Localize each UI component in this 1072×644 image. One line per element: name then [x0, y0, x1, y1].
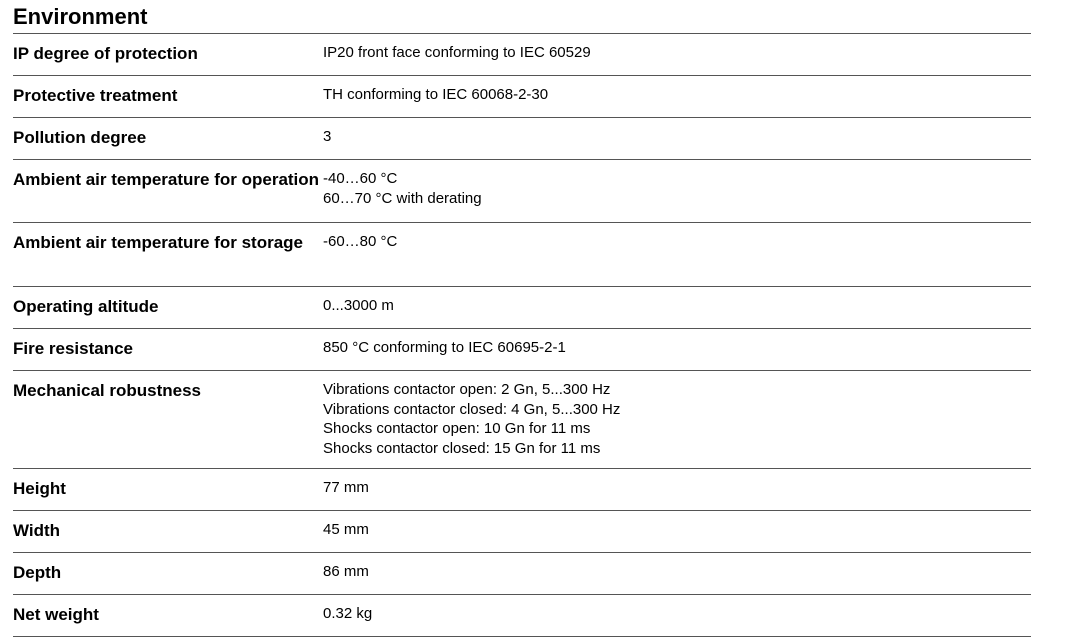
spec-label: Width [13, 521, 61, 540]
spec-value [323, 34, 1031, 75]
spec-value [323, 371, 1031, 468]
spec-sheet [13, 0, 1031, 637]
spec-value-line: -60…80 °C [323, 233, 398, 250]
table-row [13, 118, 1031, 160]
spec-label: Height [13, 479, 66, 498]
table-row [13, 329, 1031, 371]
spec-value-line: 45 mm [323, 521, 369, 538]
spec-label: Ambient air temperature for operation [13, 170, 320, 189]
spec-value [323, 553, 1031, 594]
spec-value [323, 511, 1031, 552]
spec-label: Mechanical robustness [13, 381, 202, 400]
table-row [13, 553, 1031, 595]
spec-label: Ambient air temperature for storage [13, 233, 304, 252]
table-row [13, 76, 1031, 118]
spec-value [323, 223, 1031, 286]
spec-value [323, 76, 1031, 117]
spec-value-line: 0.32 kg [323, 605, 373, 622]
spec-value [323, 287, 1031, 328]
spec-value-line: 60…70 °C with derating [323, 189, 482, 207]
spec-value-line: TH conforming to IEC 60068-2-30 [323, 86, 549, 103]
spec-value-line: Shocks contactor closed: 15 Gn for 11 ms [323, 439, 601, 457]
table-row [13, 223, 1031, 287]
spec-value [323, 329, 1031, 370]
spec-table [13, 34, 1031, 637]
spec-label: Protective treatment [13, 86, 178, 105]
table-row [13, 371, 1031, 469]
spec-label: Net weight [13, 605, 99, 624]
spec-label: Fire resistance [13, 339, 134, 358]
table-row [13, 34, 1031, 76]
spec-value [323, 118, 1031, 159]
spec-value [323, 469, 1031, 510]
spec-value [323, 160, 1031, 222]
spec-label: Depth [13, 563, 62, 582]
spec-value-line: Vibrations contactor open: 2 Gn, 5...300 Hz [323, 381, 611, 398]
table-row [13, 160, 1031, 223]
spec-value-line: 86 mm [323, 563, 369, 580]
spec-value-line: 0...3000 m [323, 297, 394, 314]
spec-label: Operating altitude [13, 297, 159, 316]
spec-label: Pollution degree [13, 128, 147, 147]
spec-value-line: Shocks contactor open: 10 Gn for 11 ms [323, 420, 591, 437]
spec-value [323, 595, 1031, 636]
section-title: Environment [13, 0, 1031, 34]
table-row [13, 287, 1031, 329]
spec-value-line: 77 mm [323, 479, 369, 496]
spec-value-line: 3 [323, 128, 332, 145]
spec-value-line: IP20 front face conforming to IEC 60529 [323, 44, 591, 61]
spec-label: IP degree of protection [13, 44, 198, 63]
spec-value-line: Vibrations contactor closed: 4 Gn, 5...300 Hz [323, 400, 621, 418]
table-row [13, 511, 1031, 553]
table-row [13, 469, 1031, 511]
spec-value-line: -40…60 °C [323, 170, 398, 187]
table-row [13, 595, 1031, 637]
spec-value-line: 850 °C conforming to IEC 60695-2-1 [323, 339, 566, 356]
